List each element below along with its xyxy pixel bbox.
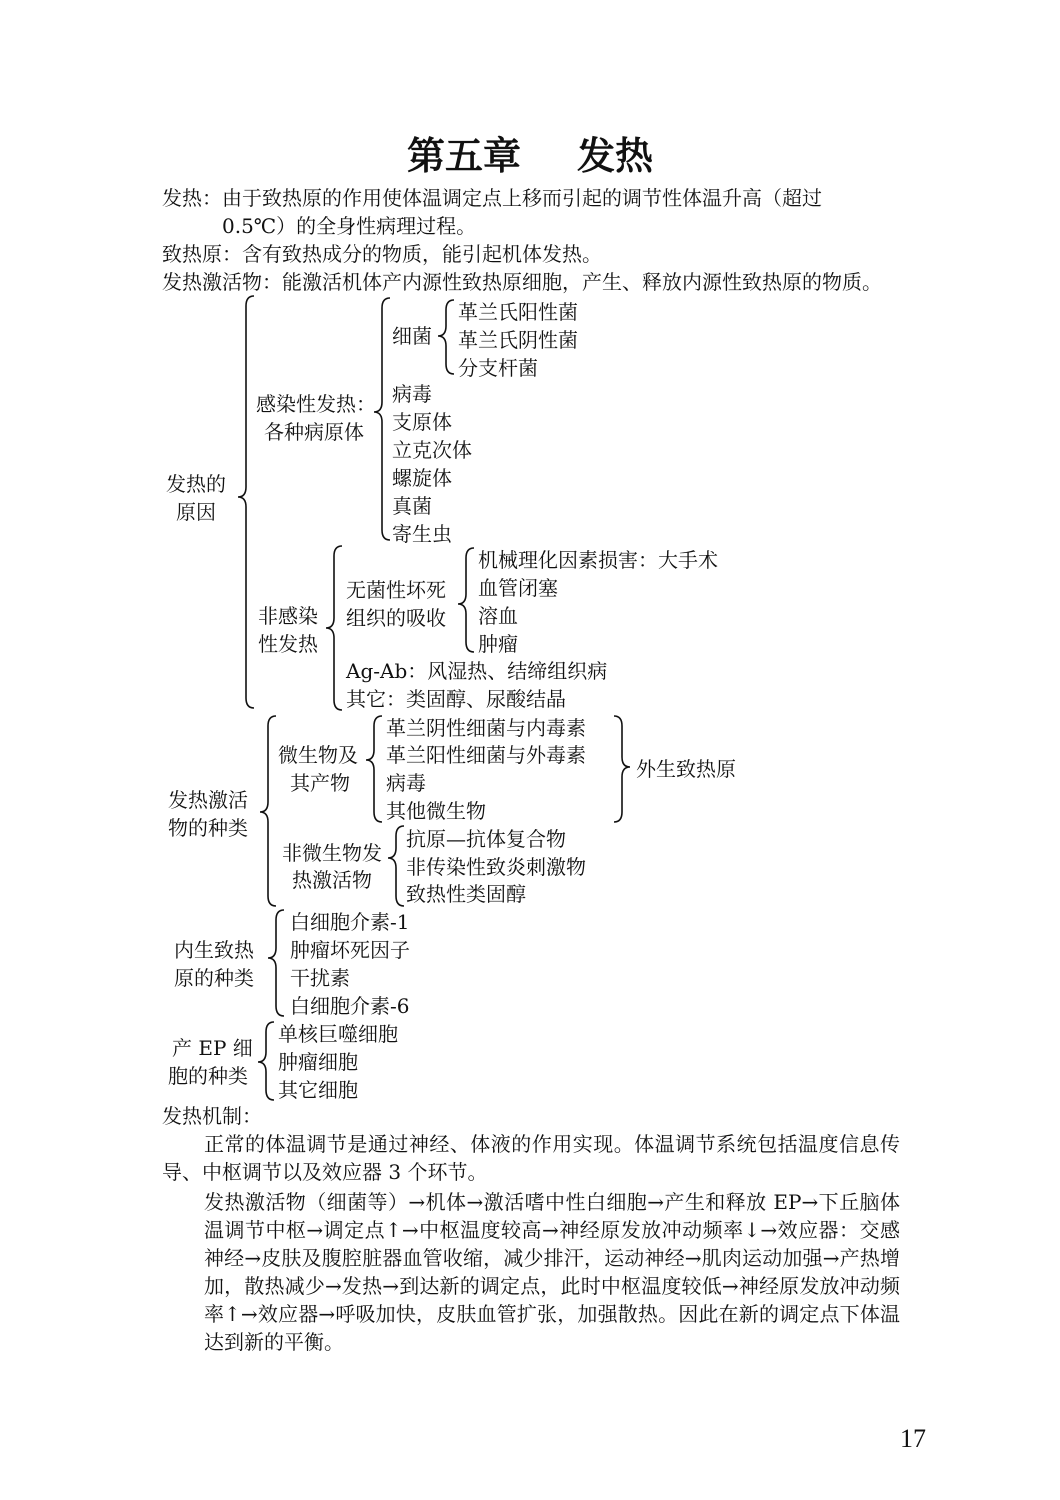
brace-necrosis [458, 548, 474, 652]
brace-bacteria [438, 300, 454, 374]
microbe-item: 革兰阳性细菌与外毒素 [386, 743, 586, 767]
fever-definition-line1: 发热：由于致热原的作用使体温调定点上移而引起的调节性体温升高（超过 [162, 186, 822, 210]
bacteria-item: 分支杆菌 [458, 356, 538, 380]
noninfectious-label-line1: 非感染 [258, 604, 318, 628]
agab-item: Ag-Ab：风湿热、结缔组织病 [346, 659, 608, 683]
necrosis-label-line1: 无菌性坏死 [346, 578, 446, 602]
brace-endogenous [268, 910, 284, 1016]
nonmicrobe-label-line1: 非微生物发 [282, 841, 382, 865]
bacteria-item: 革兰氏阳性菌 [458, 300, 578, 324]
pathogen-item: 螺旋体 [392, 466, 452, 490]
microbe-label-line2: 其产物 [290, 771, 350, 795]
necrosis-label-line2: 组织的吸收 [346, 606, 446, 630]
microbe-item: 革兰阴性细菌与内毒素 [386, 716, 586, 740]
microbe-label-line1: 微生物及 [278, 743, 358, 767]
infectious-label-line2: 各种病原体 [264, 420, 364, 444]
nonmicrobe-item: 非传染性致炎刺激物 [406, 855, 586, 879]
nonmicrobe-item: 致热性类固醇 [406, 882, 526, 906]
endogenous-label-line1: 内生致热 [174, 938, 254, 962]
nonmicrobe-item: 抗原—抗体复合物 [406, 827, 566, 851]
brace-ep-cells [258, 1022, 274, 1100]
brace-microbe [366, 716, 382, 822]
activator-definition: 发热激活物：能激活机体产内源性致热原细胞，产生、释放内源性致热原的物质。 [162, 270, 882, 294]
necrosis-item: 机械理化因素损害：大手术 [478, 548, 718, 572]
ep-cell-item: 肿瘤细胞 [278, 1050, 358, 1074]
brace-exogenous [614, 716, 630, 822]
microbe-item: 其他微生物 [386, 799, 486, 823]
fever-definition-line2: 0.5℃）的全身性病理过程。 [222, 214, 477, 238]
pathogen-item: 病毒 [392, 382, 432, 406]
exogenous-pyrogen-label: 外生致热原 [636, 757, 736, 781]
necrosis-item: 溶血 [478, 604, 518, 628]
necrosis-item: 肿瘤 [478, 632, 518, 656]
pyrogen-definition: 致热原：含有致热成分的物质，能引起机体发热。 [162, 242, 602, 266]
page-number: 17 [900, 1424, 926, 1453]
pathogen-item: 支原体 [392, 410, 452, 434]
endogenous-item: 白细胞介素-6 [290, 994, 410, 1018]
endogenous-item: 肿瘤坏死因子 [290, 938, 410, 962]
brace-activators [260, 716, 276, 906]
chapter-name: 发热 [577, 133, 654, 178]
mechanism-paragraph-2: 发热激活物（细菌等）→机体→激活嗜中性白细胞→产生和释放 EP→下丘脑体温调节中枢→调定点↑→中枢温度较高→神经原发放冲动频率↓→效应器：交感神经→皮肤及腹腔脏器血管收缩，减少排汗，运动神经→肌肉运动加强→产热增加，散热减少→发热→到达新的调定点，此时中枢温度较低→神经原发放冲动频率↑→效应器→呼吸加快，皮肤血管扩张，加强散热。因此在新的调定点下体温达到新的平衡。 [204, 1190, 900, 1354]
brace-nonmicrobe [388, 826, 404, 906]
brace-infectious [374, 298, 390, 540]
endogenous-item: 干扰素 [290, 966, 350, 990]
activators-label-line2: 物的种类 [168, 816, 248, 840]
brace-causes [238, 296, 254, 708]
chapter-number: 第五章 [406, 133, 521, 178]
ep-cells-label-line2: 胞的种类 [168, 1064, 248, 1088]
noninfectious-label-line2: 性发热 [258, 632, 318, 656]
pathogen-item: 寄生虫 [392, 522, 452, 546]
bacteria-label: 细菌 [392, 324, 432, 348]
necrosis-item: 血管闭塞 [478, 576, 558, 600]
activators-label-line1: 发热激活 [168, 788, 248, 812]
page-title [0, 128, 1060, 184]
mechanism-paragraph-1: 正常的体温调节是通过神经、体液的作用实现。体温调节系统包括温度信息传导、中枢调节以及效应器 3 个环节。 [162, 1132, 900, 1184]
microbe-item: 病毒 [386, 771, 426, 795]
ep-cells-label-line1: 产 EP 细 [172, 1036, 253, 1060]
others-item: 其它：类固醇、尿酸结晶 [346, 687, 566, 711]
bacteria-item: 革兰氏阴性菌 [458, 328, 578, 352]
endogenous-label-line2: 原的种类 [174, 966, 254, 990]
mechanism-heading: 发热机制： [162, 1104, 262, 1128]
causes-label-line2: 原因 [176, 500, 216, 524]
ep-cell-item: 单核巨噬细胞 [278, 1022, 398, 1046]
pathogen-item: 立克次体 [392, 438, 472, 462]
pathogen-item: 真菌 [392, 494, 432, 518]
brace-noninfectious [326, 546, 342, 710]
causes-label-line1: 发热的 [166, 472, 226, 496]
infectious-label-line1: 感染性发热： [256, 392, 376, 416]
endogenous-item: 白细胞介素-1 [290, 910, 410, 934]
nonmicrobe-label-line2: 热激活物 [292, 868, 372, 892]
ep-cell-item: 其它细胞 [278, 1078, 358, 1102]
